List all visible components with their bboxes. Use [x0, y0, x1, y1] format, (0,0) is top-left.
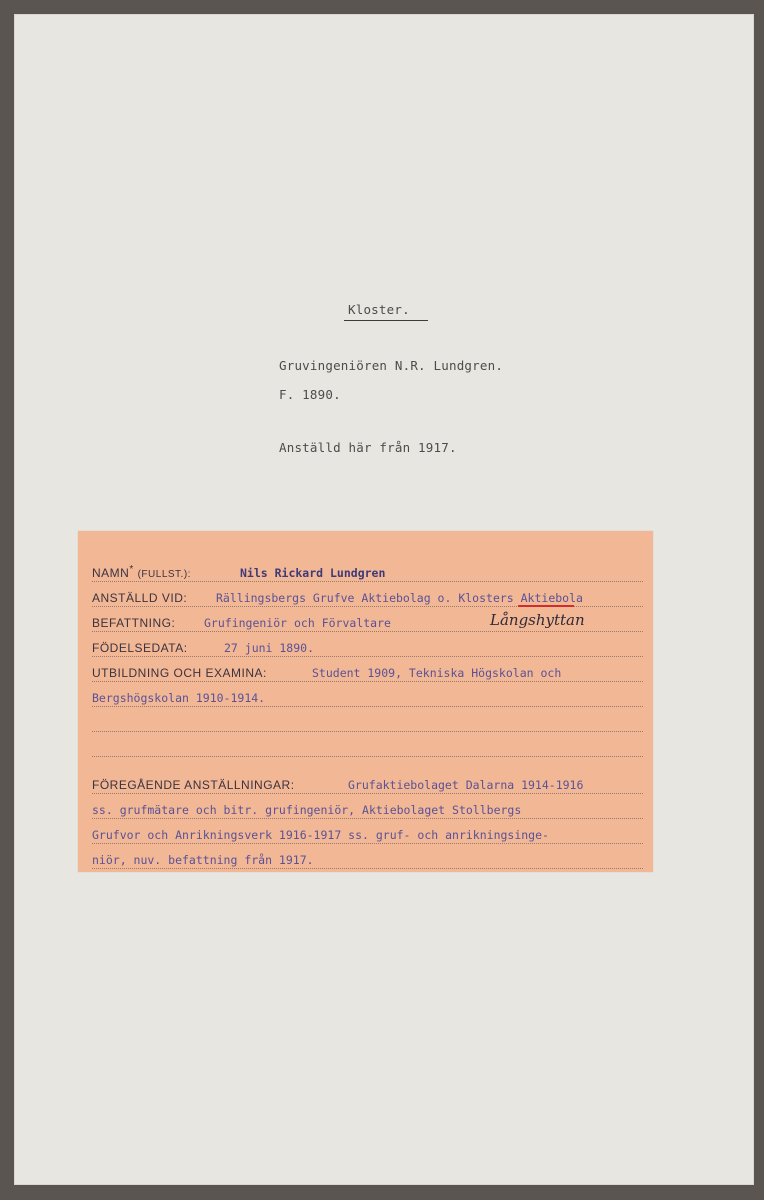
foregaende-label: FÖREGÅENDE ANSTÄLLNINGAR: [92, 778, 295, 792]
foregaende-value-4: niör, nuv. befattning från 1917. [92, 853, 314, 867]
utbildning-label: UTBILDNING OCH EXAMINA: [92, 666, 267, 680]
namn-label-text: NAMN [92, 566, 130, 580]
card-row-utbildning-cont [92, 684, 643, 707]
card-row-utbildning [92, 659, 643, 682]
card-row-namn [92, 559, 643, 582]
card-row-foregaende-4 [92, 846, 643, 869]
befattning-value: Grufingeniör och Förvaltare [204, 616, 391, 630]
namn-sublabel: (FULLST.): [137, 569, 191, 580]
namn-value: Nils Rickard Lundgren [240, 566, 386, 580]
red-correction-mark [518, 605, 574, 607]
foregaende-value-3: Grufvor och Anrikningsverk 1916-1917 ss. gruf- och anrikningsinge- [92, 828, 549, 842]
foregaende-value-2: ss. grufmätare och bitr. grufingeniör, Aktiebolaget Stollbergs [92, 803, 522, 817]
document-heading: Kloster. [348, 302, 410, 317]
card-row-foregaende-2 [92, 796, 643, 819]
card-row-blank-2 [92, 734, 643, 757]
befattning-label: BEFATTNING: [92, 616, 176, 630]
document-line-born: F. 1890. [279, 387, 341, 402]
document-line-title: Gruvingeniören N.R. Lundgren. [279, 358, 504, 373]
card-row-foregaende-3 [92, 821, 643, 844]
card-row-foregaende [92, 771, 643, 794]
fodelsedata-label: FÖDELSEDATA: [92, 641, 188, 655]
utbildning-value-1: Student 1909, Tekniska Högskolan och [312, 666, 562, 680]
namn-label [92, 564, 191, 580]
personnel-card [78, 531, 653, 872]
card-row-blank-1 [92, 709, 643, 732]
document-line-employed: Anställd här från 1917. [279, 440, 457, 455]
card-row-fodelsedata [92, 634, 643, 657]
handwritten-langshyttan: Långshyttan [490, 611, 585, 629]
anstalld-value: Rällingsbergs Grufve Aktiebolag o. Klosters Aktiebola [216, 591, 583, 605]
utbildning-value-2: Bergshögskolan 1910-1914. [92, 691, 266, 705]
foregaende-value-1: Grufaktiebolaget Dalarna 1914-1916 [348, 778, 584, 792]
card-row-anstalld [92, 584, 643, 607]
heading-underline [344, 320, 428, 321]
fodelsedata-value: 27 juni 1890. [224, 641, 315, 655]
namn-asterisk: * [129, 564, 134, 575]
anstalld-label: ANSTÄLLD VID: [92, 591, 188, 605]
